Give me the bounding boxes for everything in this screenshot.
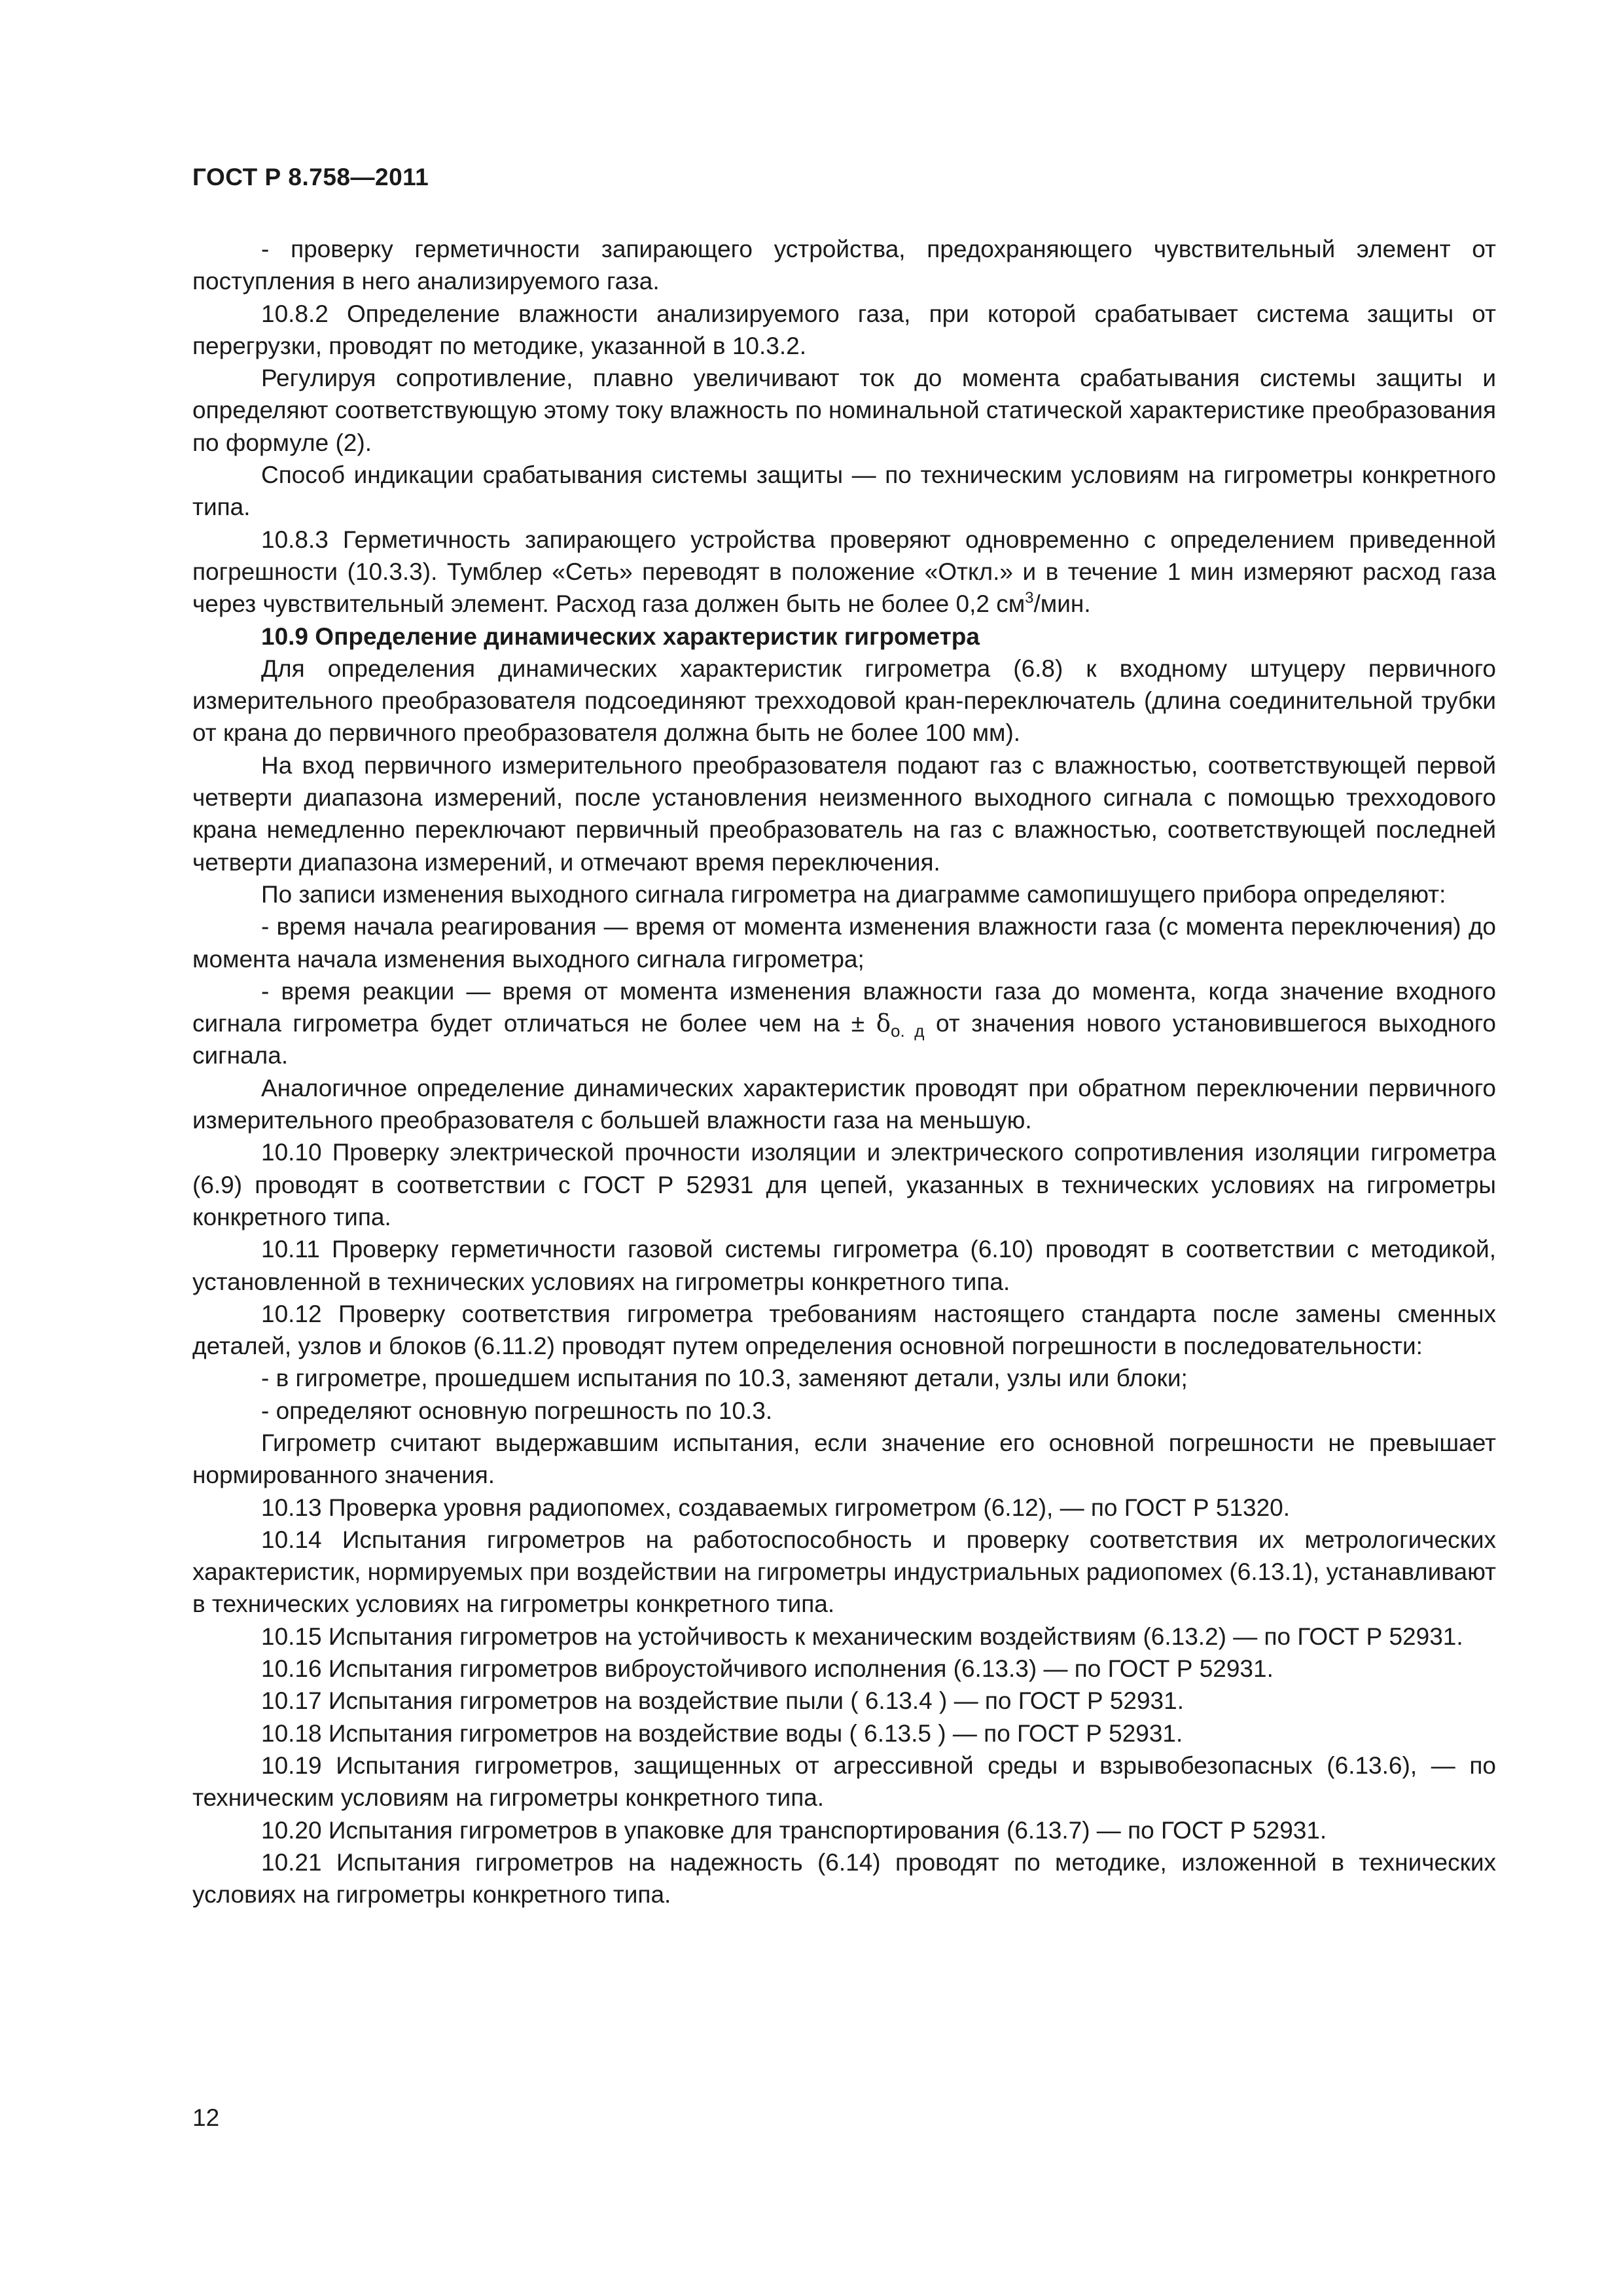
paragraph: Для определения динамических характеристик гигрометра (6.8) к входному штуцеру первичного измерительного преобразователя подсоединяют трехходовой кран-переключатель (длина соединительной трубки от крана до первичного преобразователя должна быть не более 100 мм). [192, 655, 1496, 747]
paragraph: 10.16 Испытания гигрометров виброустойчивого исполнения (6.13.3) — по ГОСТ Р 52931. [261, 1655, 1274, 1683]
paragraph: - проверку герметичности запирающего устройства, предохраняющего чувствительный элемент от поступления в него анализируемого газа. [192, 236, 1496, 295]
paragraph: 10.21 Испытания гигрометров на надежность (6.14) проводят по методике, изложенной в технических условиях на гигрометры конкретного типа. [192, 1848, 1496, 1909]
paragraph: Гигрометр считают выдержавшим испытания, если значение его основной погрешности не превышает нормированного значения. [192, 1429, 1496, 1489]
paragraph: 10.17 Испытания гигрометров на воздействие пыли ( 6.13.4 ) — по ГОСТ Р 52931. [261, 1687, 1184, 1715]
paragraph-text: 10.8.3 Герметичность запирающего устройства проверяют одновременно с определением приведенной погрешности (10.3.3). Тумблер «Сеть» переводят в положение «Откл.» и в течение 1 мин измеряют расход газа через чувствительный элемент. Расход газа должен быть не более 0,2 см [192, 526, 1496, 618]
document-header: ГОСТ Р 8.758—2011 [192, 164, 429, 190]
paragraph-text: от значения нового установившегося выходного сигнала. [192, 1010, 1497, 1069]
subscript: о. д [890, 1021, 925, 1041]
paragraph: 10.10 Проверку электрической прочности изоляции и электрического сопротивления изоляции гигрометра (6.9) проводят в соответствии с ГОСТ Р 52931 для цепей, указанных в технических условиях на гигрометры конкретного типа. [192, 1139, 1496, 1230]
page-number: 12 [192, 2104, 220, 2131]
paragraph: Аналогичное определение динамических характеристик проводят при обратном переключении первичного измерительного преобразователя с большей влажности газа на меньшую. [192, 1074, 1496, 1134]
paragraph [192, 524, 1496, 620]
paragraph: - определяют основную погрешность по 10.3. [261, 1397, 773, 1424]
paragraph: 10.13 Проверка уровня радиопомех, создаваемых гигрометром (6.12), — по ГОСТ Р 51320. [261, 1494, 1291, 1521]
paragraph: Способ индикации срабатывания системы защиты — по техническим условиям на гигрометры конкретного типа. [192, 461, 1496, 521]
paragraph: 10.14 Испытания гигрометров на работоспособность и проверку соответствия их метрологических характеристик, нормируемых при воздействии на гигрометры индустриальных радиопомех (6.13.1), устанавливают в технических условиях на гигрометры конкретного типа. [192, 1526, 1496, 1618]
paragraph: - в гигрометре, прошедшем испытания по 10.3, заменяют детали, узлы или блоки; [261, 1365, 1188, 1392]
paragraph [192, 975, 1496, 1072]
paragraph: 10.20 Испытания гигрометров в упаковке для транспортирования (6.13.7) — по ГОСТ Р 52931. [261, 1816, 1327, 1844]
paragraph-text: - время реакции — время от момента изменения влажности газа до момента, когда значение входного сигнала гигрометра будет отличаться не более чем на ± [192, 977, 1496, 1037]
paragraph: Регулируя сопротивление, плавно увеличивают ток до момента срабатывания системы защиты и определяют соответствующую этому току влажность по номинальной статической характеристике преобразования по формуле (2). [192, 365, 1496, 456]
paragraph: 10.19 Испытания гигрометров, защищенных от агрессивной среды и взрывобезопасных (6.13.6), — по техническим условиям на гигрометры конкретного типа. [192, 1751, 1496, 1812]
section-heading: 10.9 Определение динамических характеристик гигрометра [261, 622, 980, 650]
paragraph: 10.8.2 Определение влажности анализируемого газа, при которой срабатывает система защиты от перегрузки, проводят по методике, указанной в 10.3.2. [192, 300, 1496, 359]
delta-symbol: δ [876, 1009, 891, 1038]
superscript: 3 [1025, 589, 1034, 607]
document-body [192, 233, 1496, 1910]
paragraph: 10.18 Испытания гигрометров на воздействие воды ( 6.13.5 ) — по ГОСТ Р 52931. [261, 1719, 1183, 1747]
paragraph: 10.11 Проверку герметичности газовой системы гигрометра (6.10) проводят в соответствии с методикой, установленной в технических условиях на гигрометры конкретного типа. [192, 1236, 1496, 1295]
paragraph: На вход первичного измерительного преобразователя подают газ с влажностью, соответствующей первой четверти диапазона измерений, после установления неизменного выходного сигнала с помощью трехходового крана немедленно переключают первичный преобразователь на газ с влажностью, соответствующей последней четверти диапазона измерений, и отмечают время переключения. [192, 751, 1496, 876]
paragraph: 10.12 Проверку соответствия гигрометра требованиям настоящего стандарта после замены сменных деталей, узлов и блоков (6.11.2) проводят путем определения основной погрешности в последовательности: [192, 1300, 1496, 1360]
paragraph: По записи изменения выходного сигнала гигрометра на диаграмме самопишущего прибора определяют: [261, 880, 1446, 908]
paragraph: - время начала реагирования — время от момента изменения влажности газа (с момента переключения) до момента начала изменения выходного сигнала гигрометра; [192, 913, 1496, 973]
paragraph: 10.15 Испытания гигрометров на устойчивость к механическим воздействиям (6.13.2) — по ГОСТ Р 52931. [261, 1623, 1463, 1650]
paragraph-text: /мин. [1033, 590, 1091, 618]
